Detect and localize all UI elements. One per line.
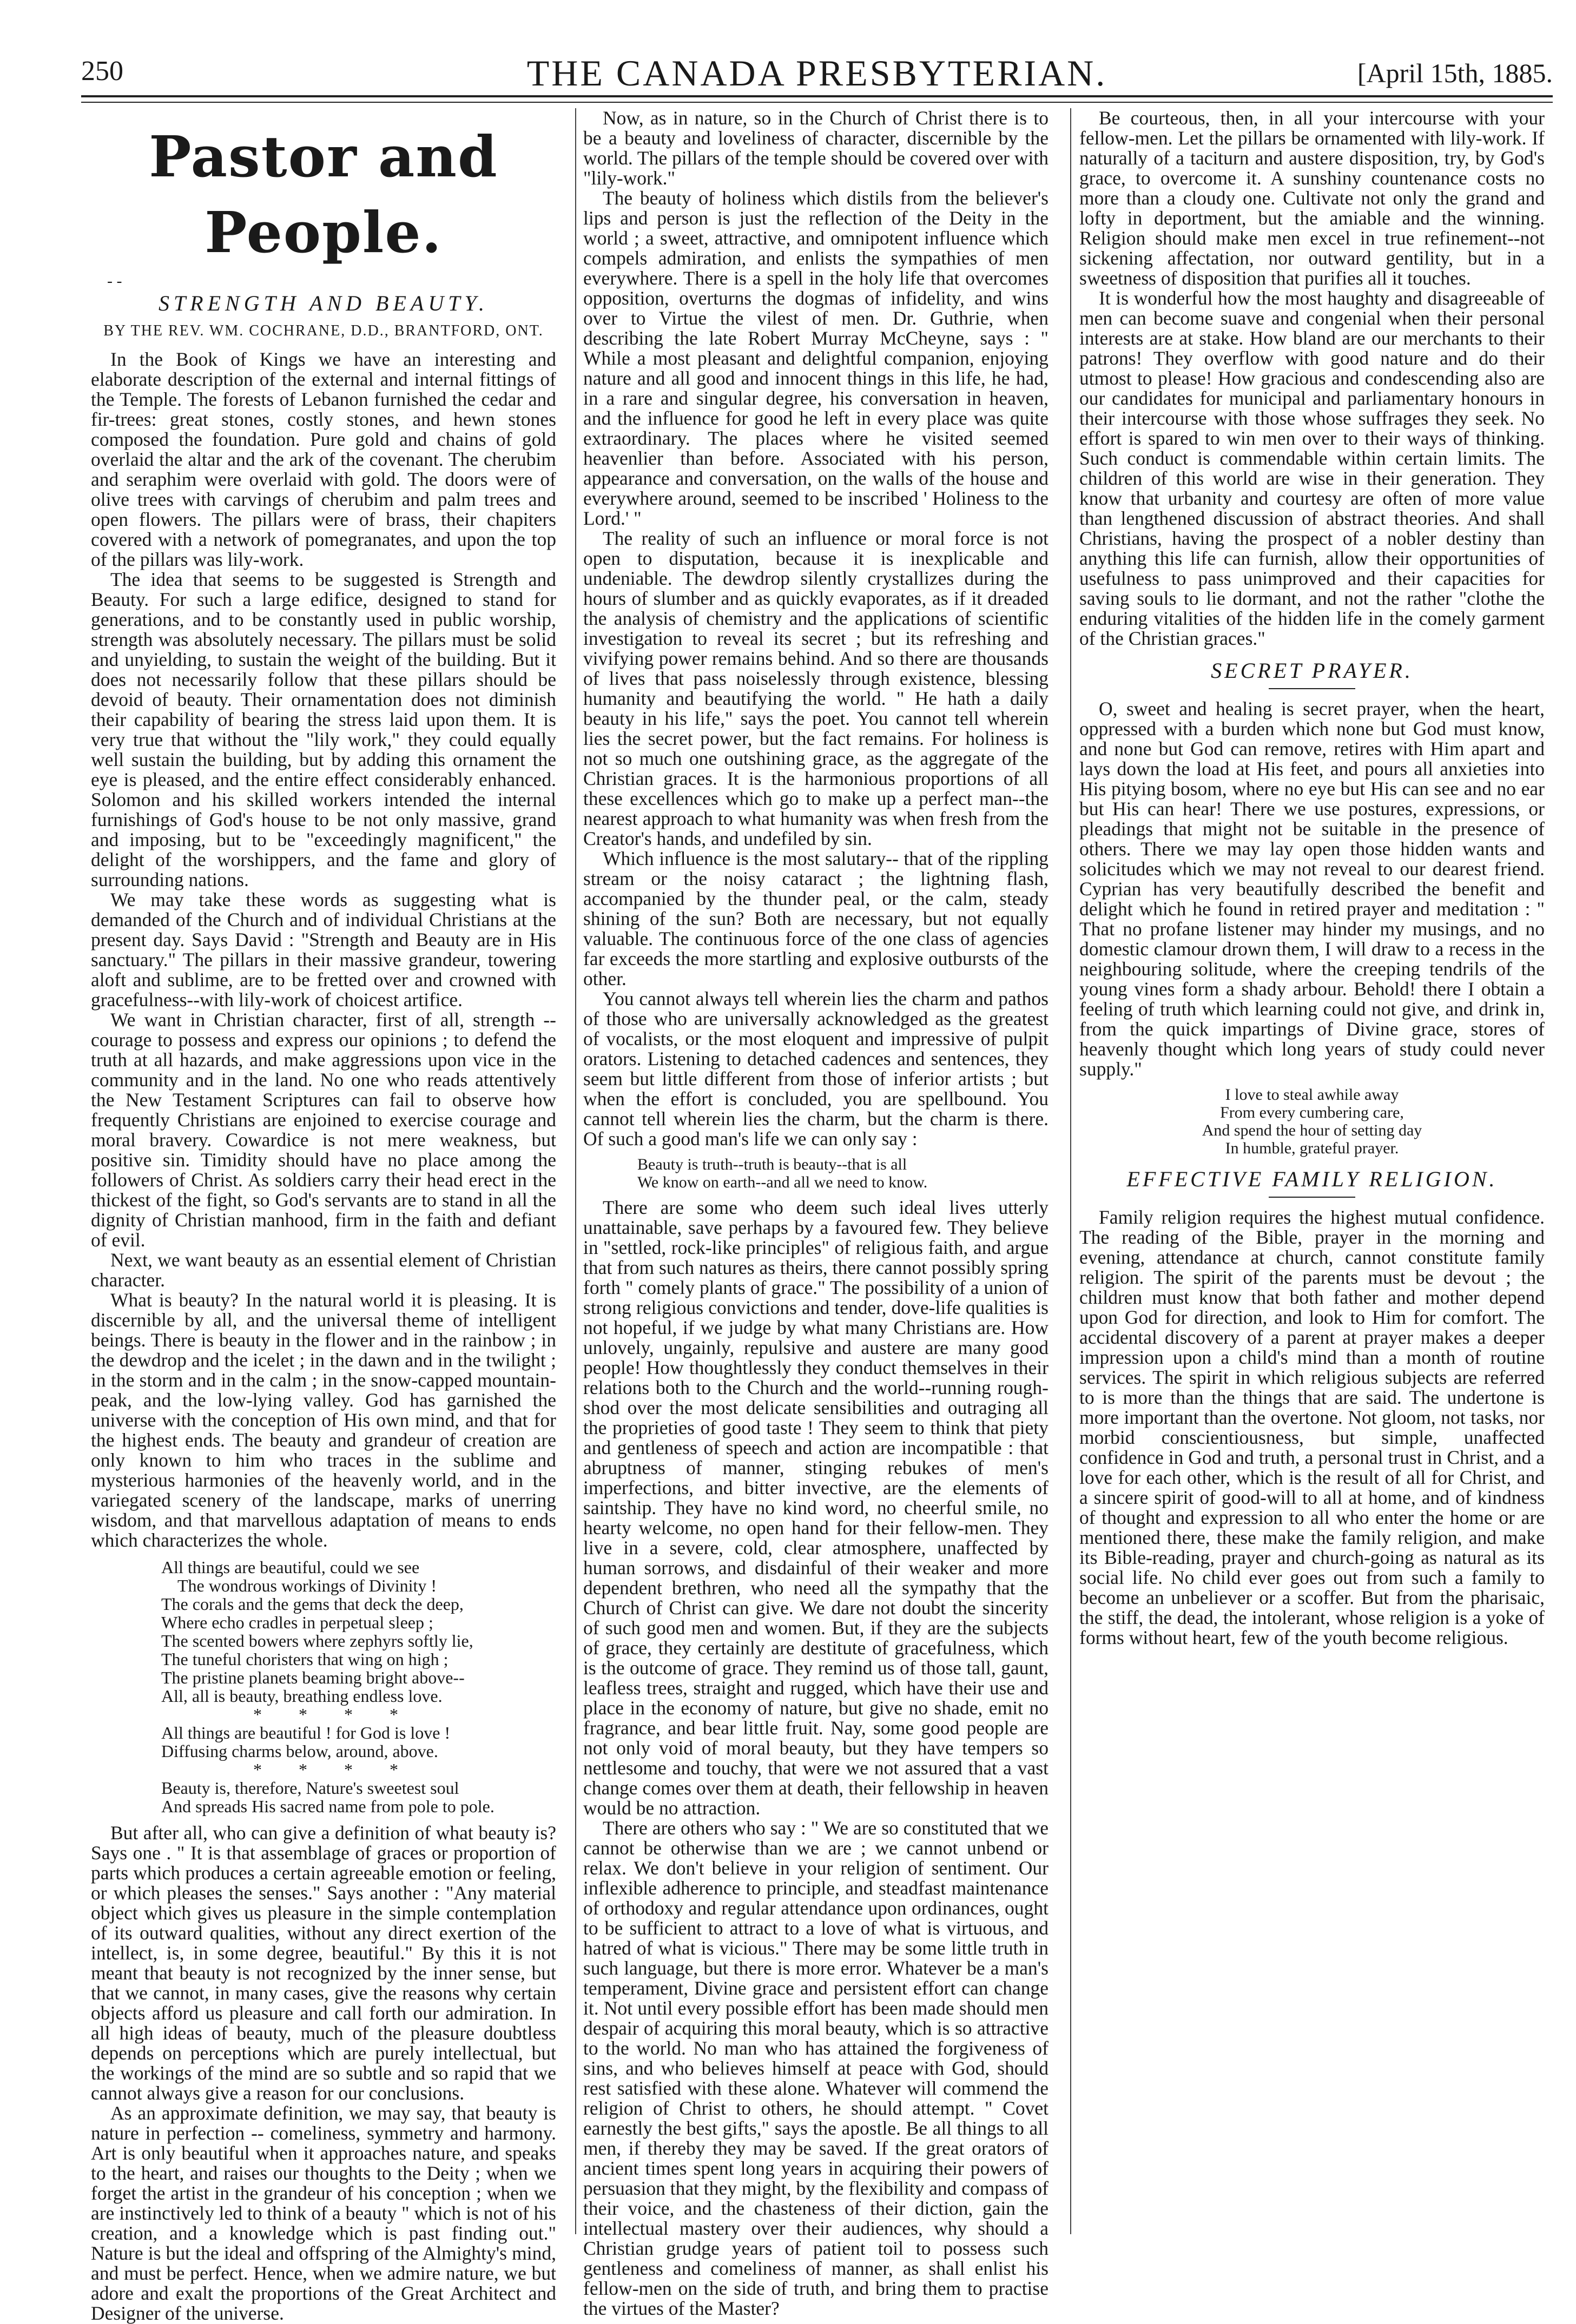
poem-line: Beauty is, therefore, Nature's sweetest soul: [161, 1778, 459, 1798]
poem-line: And spreads His sacred name from pole to pole.: [161, 1797, 494, 1816]
article-paragraph: You cannot always tell wherein lies the charm and pathos of those who are universally acknowledged as the greatest of vocalists, or the most eloquent and impressive of pulpit orators. Listening to detached cadences and sentences, they seem but little different from those of inferior artists ; but when the effort is concluded, you are spellbound. You cannot tell wherein lies the charm, but the charm is there. Of such a good man's life we can only say :: [583, 988, 1049, 1150]
poem-line: Beauty is truth--truth is beauty--that is all: [637, 1156, 907, 1173]
article-paragraph: As an approximate definition, we may say, that beauty is nature in perfection -- comeliness, symmetry and harmony. Art is only beautiful when it approaches nature, and speaks to the heart, and raises our thoughts to the Deity ; when we forget the artist in the grandeur of his conception ; when we are instinctively led to think of a beauty " which is not of his creation, and a knowledge which is past finding out." Nature is but the ideal and offspring of the Almighty's mind, and must be perfect. Hence, when we admire nature, we but adore and exalt the proportions of the Great Architect and Designer of the universe.: [91, 2102, 556, 2324]
poem-quote: [1079, 1086, 1545, 1157]
title-rule: [1269, 1197, 1355, 1198]
masthead-title: THE CANADA PRESBYTERIAN.: [526, 52, 1107, 94]
article-paragraph: But after all, who can give a definition of what beauty is? Says one . " It is that assemblage of graces or proportion of parts which produces a certain agreeable emotion or feeling, or which pleases the senses." Says another : "Any material object which gives us pleasure in the simple contemplation of its outward qualities, without any direct exertion of the intellect, is, in some degree, beautiful." By this it is not meant that beauty is not recognized by the inner sense, but that we cannot, in many cases, give the reasons why certain objects afford us pleasure and call forth our admiration. In all high ideas of beauty, much of the pleasure doubtless depends on perceptions which are purely intellectual, but the workings of the mind are so subtle and so rapid that we cannot always give a reason for our conclusions.: [91, 1822, 556, 2104]
article-paragraph: Now, as in nature, so in the Church of Christ there is to be a beauty and loveliness of character, discernible by the world. The pillars of the temple should be covered over with "lily-work.": [583, 107, 1049, 189]
article-paragraph: The beauty of holiness which distils from the believer's lips and person is just the reflection of the Deity in the world ; a sweet, attractive, and omnipotent influence which compels admiration, and enlists the sympathies of men everywhere. There is a spell in the holy life that overcomes opposition, overturns the dogmas of infidelity, and wins over to Virtue the vilest of men. Dr. Guthrie, when describing the late Robert Murray McCheyne, says : " While a most pleasant and delightful companion, enjoying nature and all good and innocent things in this life, he had, in a rare and singular degree, his conversation in heaven, and the influence for good he left in every place was quite extraordinary. The places where he visited seemed heavenlier than before. Associated with his person, appearance and conversation, on the walls of the house and everywhere around, seemed to be inscribed ' Holiness to the Lord.' ": [583, 187, 1049, 529]
article-paragraph: The reality of such an influence or moral force is not open to disputation, because it is inexplicable and undeniable. The dewdrop silently crystallizes during the hours of slumber and as quickly evaporates, as if it dreaded the analysis of chemistry and the applications of scientific investigation to reveal its secret ; but its refreshing and vivifying power remains behind. And so there are thousands of lives that pass noiselessly through existence, blessing humanity and beautifying the world. " He hath a daily beauty in his life," says the poet. You cannot tell wherein lies the secret power, but the fact remains. For holiness is not so much one outshining grace, as the aggregate of the Christian graces. It is the harmonious proportions of all these excellences which go to make up a perfect man--the nearest approach to what humanity was when fresh from the Creator's hands, and undefiled by sin.: [583, 527, 1049, 849]
article-title-text: SECRET PRAYER.: [1211, 658, 1413, 683]
article-paragraph: We may take these words as suggesting what is demanded of the Church and of individual Christians at the present day. Says David : "Strength and Beauty are in His sanctuary." The pillars in their massive grandeur, towering aloft and sublime, are to be fretted over and crowned with gracefulness--with lily-work of choicest artifice.: [91, 889, 556, 1011]
article-paragraph: In the Book of Kings we have an interesting and elaborate description of the external and internal fittings of the Temple. The forests of Lebanon furnished the cedar and fir-trees: great stones, costly stones, and hewn stones composed the foundation. Pure gold and chains of gold overlaid the altar and the ark of the covenant. The cherubim and seraphim were overlaid with gold. The doors were of olive trees with carvings of cherubim and palm trees and open flowers. The pillars were of brass, their chapiters covered with a network of pomegranates, and upon the top of the pillars was lily-work.: [91, 348, 556, 570]
article-paragraph: It is wonderful how the most haughty and disagreeable of men can become suave and congenial when their personal interests are at stake. How bland are our merchants to their patrons! They overflow with good nature and do their utmost to please! How gracious and condescending also are our candidates for municipal and parliamentary honours in their intercourse with those whose suffrages they seek. No effort is spared to win men over to their ways of thinking. Such conduct is commendable within certain limits. The children of this world are wise in their generation. They know that urbanity and courtesy are often of more value than lengthened discussion of abstract theories. And shall Christians, having the prospect of a nobler destiny than anything this life can furnish, allow their opportunities of usefulness to pass unimproved and their capacities for saving souls to lie dormant, and not the rather "clothe the enduring vitalities of the hidden life in the comely garment of the Christian graces.": [1079, 287, 1545, 649]
poem-quote: [583, 1156, 1049, 1191]
poem-line: The wondrous workings of Divinity !: [177, 1576, 437, 1595]
article-paragraph: The idea that seems to be suggested is Strength and Beauty. For such a large edifice, designed to stand for generations, and to be constantly used in public worship, strength was absolutely necessary. The pillars must be solid and unyielding, to sustain the weight of the building. But it does not necessarily follow that these pillars should be devoid of beauty. Their ornamentation does not diminish their capability of bearing the stress laid upon them. It is very true that without the "lily work," they could equally well sustain the building, but by adding this ornament the eye is pleased, and the entire effect considerably enhanced. Solomon and his skilled workers intended the internal furnishings of God's house to be not only massive, grand and imposing, but to be "exceedingly magnificent," the delight of the worshippers, and the fame and glory of surrounding nations.: [91, 569, 556, 890]
article-paragraph: What is beauty? In the natural world it is pleasing. It is discernible by all, and the universal theme of intelligent beings. There is beauty in the flower and in the rainbow ; in the dewdrop and the icelet ; in the dawn and in the twilight ; in the storm and in the calm ; in the snow-capped mountain-peak, and the low-lying valley. God has garnished the universe with the conception of His own mind, and that for the highest ends. The beauty and grandeur of creation are only known to him who traces in the sublime and mysterious harmonies of the heavenly world, and in the variegated scenery of the landscape, marks of unerring wisdom, and that marvellous adaptation of means to ends which characterizes the whole.: [91, 1289, 556, 1551]
poem-ellipsis-stars: * * * *: [253, 1760, 414, 1779]
page-number: 250: [81, 56, 123, 87]
column-divider: [575, 108, 576, 2234]
article-byline: BY THE REV. WM. COCHRANE, D.D., BRANTFORD, ONT.: [103, 322, 544, 339]
article-paragraph: Next, we want beauty as an essential element of Christian character.: [91, 1249, 556, 1291]
column-3: [1079, 108, 1545, 2234]
poem-line: We know on earth--and all we need to know.: [637, 1173, 928, 1191]
title-rule: [1269, 688, 1355, 689]
poem-ellipsis-stars: * * * *: [253, 1705, 414, 1724]
article-paragraph: Be courteous, then, in all your intercourse with your fellow-men. Let the pillars be ornamented with lily-work. If naturally of a taciturn and austere disposition, try, by God's grace, to overcome it. A sunshiny countenance costs no more than a cloudy one. Cultivate not only the grand and lofty in deportment, but the amiable and the winning. Religion should make men excel in true refinement--not sickening affectation, nor outward gentility, but in a sweetness of disposition that purifies all it touches.: [1079, 107, 1545, 289]
decorative-dash: - -: [107, 272, 122, 290]
article-paragraph: O, sweet and healing is secret prayer, when the heart, oppressed with a burden which none but God must know, and none but God can remove, retires with Him apart and lays down the load at His feet, and pours all anxieties into His pitying bosom, where no eye but His can see and no ear but His can hear! There we use postures, expressions, or pleadings that might not be suitable in the presence of others. There we may lay open those hidden wants and solicitudes which we may not reveal to our dearest friend. Cyprian has very beautifully described the benefit and delight which he found in retired prayer and meditation : " That no profane listener may hinder my musings, and no domestic clamour drown them, I will draw to a recess in the neighbouring solitude, where the creeping tendrils of the young vines form a shady arbour. Behold! there I obtain a feeling of truth which learning could not give, and drink in, from the quick impartings of Divine grace, stores of heavenly thought which long years of study could never supply.": [1079, 698, 1545, 1080]
poem-line: Diffusing charms below, around, above.: [161, 1741, 438, 1761]
poem-quote: [91, 1558, 556, 1815]
poem-line: The scented bowers where zephyrs softly lie,: [161, 1631, 473, 1650]
poem-line: All, all is beauty, breathing endless love.: [161, 1686, 443, 1706]
header-rule-thick: [81, 95, 1553, 97]
column-1: [91, 108, 556, 2324]
article-title-secret-prayer: [1079, 658, 1545, 689]
poem-line: I love to steal awhile away: [1225, 1086, 1399, 1104]
poem-line: The tuneful choristers that wing on high ;: [161, 1649, 449, 1669]
poem-line: All things are beautiful, could we see: [161, 1557, 420, 1577]
column-divider: [1070, 108, 1071, 2234]
article-paragraph: There are others who say : " We are so constituted that we cannot be otherwise than we are ; we cannot unbend or relax. We don't believe in your religion of sentiment. Our inflexible adherence to principle, and steadfast maintenance of orthodoxy and regular attendance upon ordinances, ought to be sufficient to attract to a love of what is virtuous, and hatred of what is vicious." There may be some little truth in such language, but there is more error. Whatever be a man's temperament, Divine grace and persistent effort can change it. Not until every possible effort has been made should men despair of acquiring this moral beauty, which is so attractive to the world. No man who has attained the forgiveness of sins, and who believes himself at peace with God, should rest satisfied with these alone. Whatever will commend the religion of Christ to others, he should attempt. " Covet earnestly the best gifts," says the apostle. Be all things to all men, if thereby they may be saved. If the great orators of ancient times spent long years in acquiring their powers of persuasion that they might, by the flexibility and compass of their voice, and the chasteness of their diction, gain the intellectual mastery over their audiences, why should a Christian grudge years of patient toil to possess such gentleness and comeliness of manner, as shall enlist his fellow-men on the side of truth, and bring them to practise the virtues of the Master?: [583, 1817, 1049, 2319]
poem-line: The corals and the gems that deck the deep,: [161, 1594, 464, 1614]
header-rule-thin: [81, 102, 1553, 103]
article-title-text: EFFECTIVE FAMILY RELIGION.: [1126, 1167, 1498, 1191]
column-2: [583, 107, 1049, 2319]
issue-date: [April 15th, 1885.: [1357, 58, 1553, 88]
poem-line: The pristine planets beaming bright above--: [161, 1668, 465, 1687]
poem-line: From every cumbering care,: [1220, 1104, 1404, 1121]
poem-line: Where echo cradles in perpetual sleep ;: [161, 1613, 433, 1632]
poem-line: And spend the hour of setting day: [1202, 1121, 1422, 1139]
article-title-strength-and-beauty: STRENGTH AND BEAUTY.: [158, 291, 489, 315]
article-paragraph: Which influence is the most salutary-- that of the rippling stream or the noisy cataract ; the lightning flash, accompanied by the thunder peal, or the calm, steady shining of the sun? Both are necessary, but not equally valuable. The continuous force of the one class of agencies far exceeds the more startling and explosive outbursts of the other.: [583, 848, 1049, 989]
poem-line: All things are beautiful ! for God is love !: [161, 1723, 451, 1742]
poem-line: In humble, grateful prayer.: [1225, 1139, 1399, 1157]
article-paragraph: We want in Christian character, first of all, strength --courage to possess and express our opinions ; to defend the truth at all hazards, and make aggressions upon vice in the community and in the land. No one who reads attentively the New Testament Scriptures can fail to observe how frequently Christians are enjoined to exercise courage and moral bravery. Cowardice is not mere weakness, but positive sin. Timidity should have no place among the followers of Christ. As soldiers carry their head erect in the thickest of the fight, so God's servants are to stand in all the dignity of Christian manhood, firm in the faith and defiant of evil.: [91, 1009, 556, 1251]
section-heading: Pastor and People.: [149, 123, 498, 266]
article-paragraph: There are some who deem such ideal lives utterly unattainable, save perhaps by a favoured few. They believe in "settled, rock-like principles" of religious faith, and argue that from such natures as theirs, there cannot possibly spring forth " comely plants of grace." The possibility of a union of strong religious convictions and tender, dove-life qualities is not hopeful, if we judge by what many Christians are. How unlovely, ungainly, repulsive and austere are many good people! How thoughtlessly they conduct themselves in their relations both to the Church and the world--running rough-shod over the most delicate sensibilities and outraging all the proprieties of good taste ! They seem to think that piety and gentleness of speech and action are incompatible : that abruptness of manner, stinging rebukes of men's imperfections, and bitter invective, are the elements of saintship. They have no kind word, no cheerful smile, no hearty welcome, no open hand for their fellow-men. They live in a severe, cold, clear atmosphere, unaffected by human sorrows, and disdainful of their weaker and more dependent brethren, who need all the sympathy that the Church of Christ can give. We dare not doubt the sincerity of such good men and women. But, if they are the subjects of grace, they certainly are destitute of gracefulness, which is the outcome of grace. They remind us of those tall, gaunt, leafless trees, straight and rugged, which have their use and place in the economy of nature, but give no shade, emit no fragrance, and bear little fruit. Nay, some good people are not only void of moral beauty, but they have tempers so nettlesome and touchy, that were we not assured that a vast change comes over them at death, their fellowship in heaven would be no attraction.: [583, 1197, 1049, 1819]
article-paragraph: Family religion requires the highest mutual confidence. The reading of the Bible, prayer in the morning and evening, attendance at church, cannot constitute family religion. The spirit of the parents must be devout ; the children must know that both father and mother depend upon God for direction, and look to Him for comfort. The accidental discovery of a parent at prayer makes a deeper impression upon a child's mind than a month of routine services. The spirit in which religious subjects are referred to is more than the things that are said. The undertone is more important than the overtone. Not gloom, not tasks, nor morbid conscientiousness, but simple, unaffected confidence in God and truth, a personal trust in Christ, and a love for each other, which is the result of all for Christ, and a sincere spirit of good-will to all at home, and of kindness of thought and expression to all who enter the home or are mentioned there, these make the family religion, and make its Bible-reading, prayer and church-going as natural as its social life. No child ever goes out from such a family to become an unbeliever or a scoffer. But from the pharisaic, the stiff, the dead, the intolerant, whose religion is a yoke of forms without heart, few of the youth become religious.: [1079, 1206, 1545, 1648]
article-title-effective-family-religion: [1079, 1169, 1545, 1198]
